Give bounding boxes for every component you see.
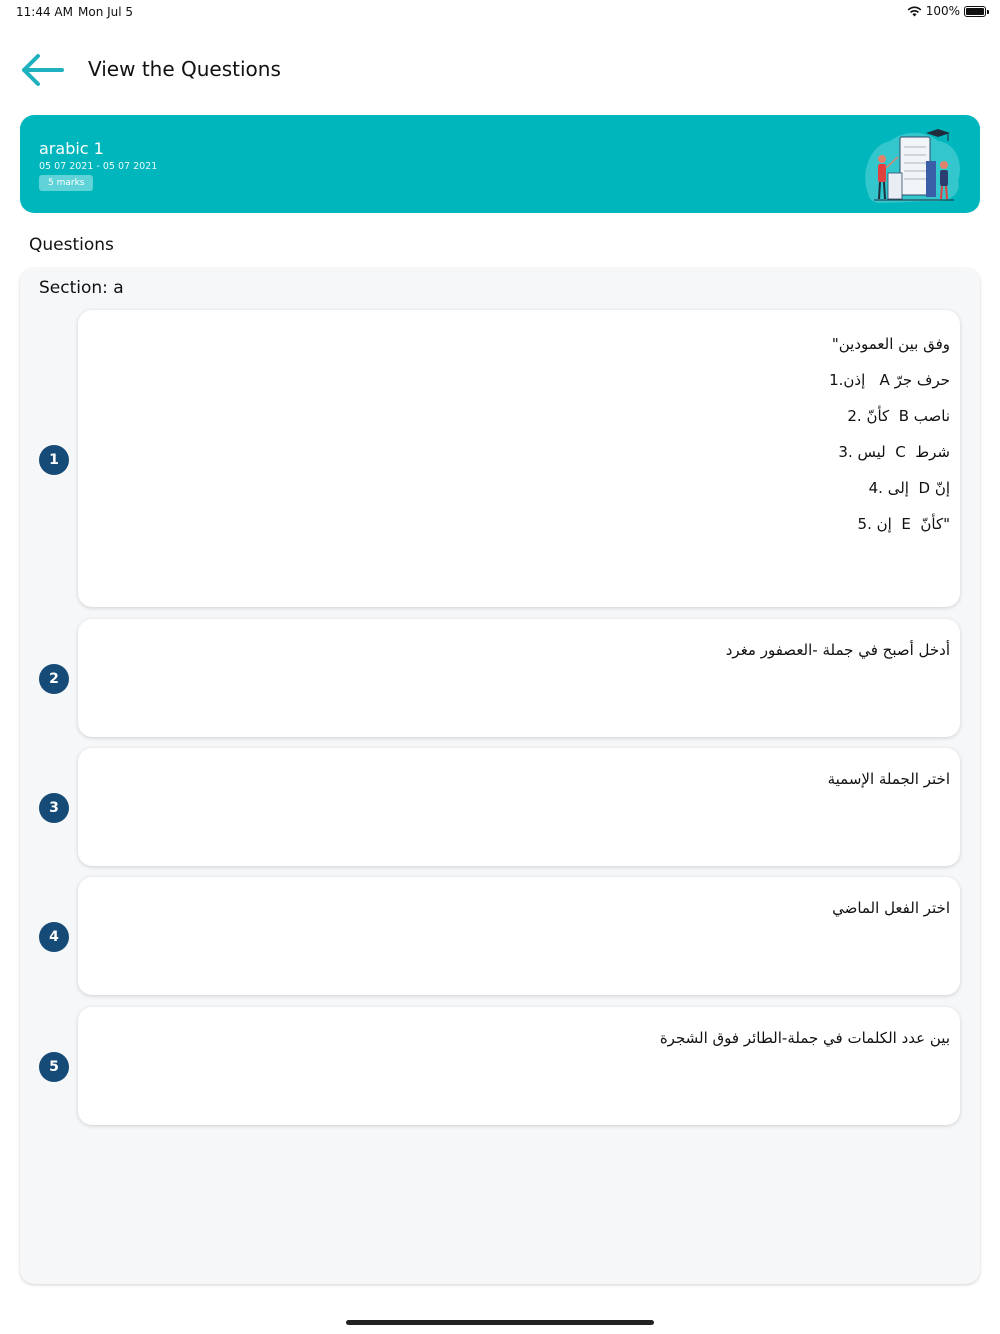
- battery-icon: [964, 6, 986, 17]
- question-number-badge[interactable]: 4: [39, 922, 69, 952]
- question-text-line: بين عدد الكلمات في جملة-الطائر فوق الشجرة: [659, 1029, 950, 1047]
- exam-banner: [20, 115, 980, 213]
- question-text-line: شرط C ليس .3: [838, 443, 950, 461]
- question-text-line: وفق بين العمودين": [831, 335, 950, 353]
- exam-name: arabic 1: [39, 139, 104, 158]
- question-text-line: اختر الفعل الماضي: [832, 899, 950, 917]
- section-label: Section: a: [39, 278, 124, 298]
- question-text-line: أدخل أصبح في جملة -العصفور مغرد: [725, 641, 950, 659]
- question-text-line: ناصب B كأنّ .2: [847, 407, 950, 425]
- question-number-badge[interactable]: 1: [39, 445, 69, 475]
- question-number-badge[interactable]: 2: [39, 664, 69, 694]
- questions-panel: [20, 268, 980, 1284]
- question-text-line: "كأنّ E إن .5: [857, 515, 950, 533]
- question-card[interactable]: [78, 1007, 960, 1125]
- question-card[interactable]: [78, 619, 960, 737]
- question-text-line: اختر الجملة الإسمية: [827, 770, 950, 788]
- home-indicator[interactable]: [346, 1320, 654, 1325]
- exam-dates: 05 07 2021 - 05 07 2021: [39, 161, 158, 172]
- battery-percent: 100%: [925, 4, 960, 18]
- question-card[interactable]: [78, 877, 960, 995]
- battery-fill: [966, 8, 984, 15]
- arrow-left-icon: [18, 50, 68, 90]
- exam-marks-badge: 5 marks: [39, 175, 93, 191]
- question-card[interactable]: [78, 748, 960, 866]
- wifi-icon: [907, 6, 922, 17]
- status-time: 11:44 AM: [16, 5, 73, 19]
- question-card[interactable]: [78, 310, 960, 607]
- question-number-badge[interactable]: 3: [39, 793, 69, 823]
- page-title: View the Questions: [88, 57, 281, 81]
- study-illustration-icon: [860, 123, 964, 207]
- status-right: [907, 4, 986, 18]
- back-button[interactable]: [18, 50, 68, 90]
- status-date: Mon Jul 5: [78, 5, 134, 19]
- question-text-line: إنّ D إلى .4: [868, 479, 950, 497]
- questions-heading: Questions: [29, 235, 114, 255]
- status-bar: [0, 0, 1000, 24]
- question-text-line: حرف جرّ A إذن.1: [829, 371, 950, 389]
- question-number-badge[interactable]: 5: [39, 1052, 69, 1082]
